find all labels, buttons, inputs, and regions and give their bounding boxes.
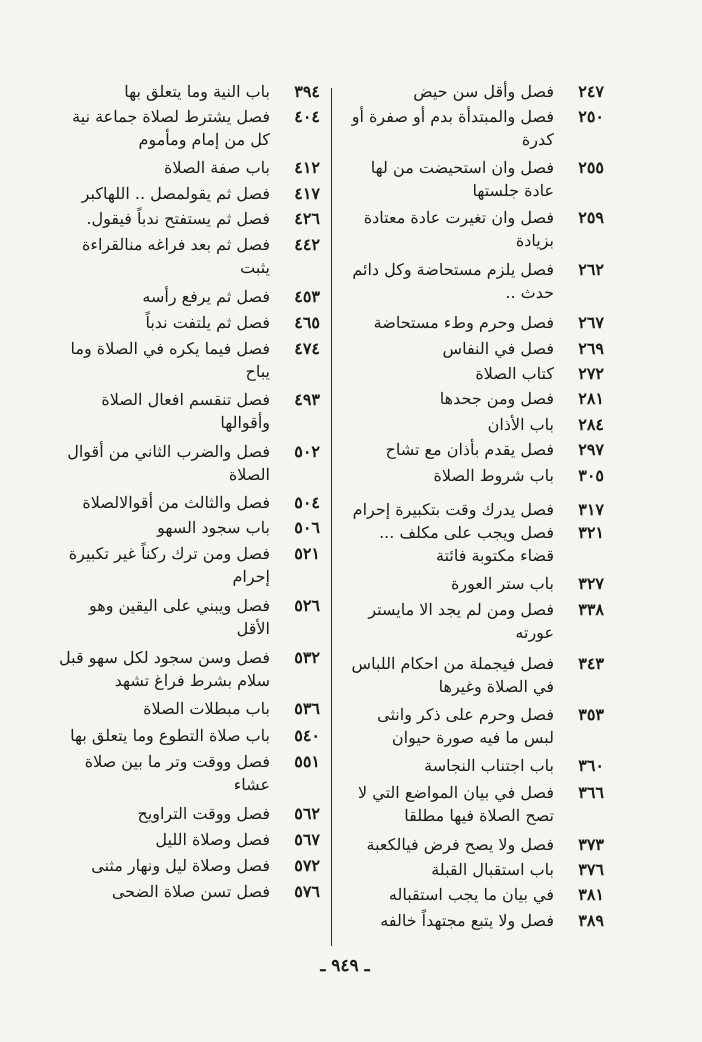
index-entry [58,880,320,903]
entry-title: فصل فيما يكره في الصلاة وما يباح [70,339,270,381]
entry-page-number: ٥٦٢ [294,804,320,823]
entry-title: فصل ومن جحدها [439,389,554,408]
index-entry [342,833,604,856]
entry-title: باب اجتناب النجاسة [424,756,554,775]
entry-title: باب الأذان [487,415,554,434]
index-entry [342,652,604,698]
index-entry [58,207,320,230]
entry-page-number: ٣٠٥ [578,466,604,485]
entry-title: فصل وأقل سن حيض [413,82,554,101]
index-entry [342,883,604,906]
entry-title: فصل وحرم على ذكر وانثى لبس ما فيه صورة حيوان [377,705,554,747]
entry-page-number: ٣٥٣ [578,705,604,724]
entry-page-number: ٢٨١ [578,389,604,408]
entry-title: فصل في بيان المواضع التي لا تصح الصلاة فيها مطلقا [358,783,554,825]
entry-page-number: ٥٠٦ [294,518,320,537]
entry-page-number: ٤٦٥ [294,313,320,332]
entry-title: فصل تنقسم افعال الصلاة وأقوالها [101,390,270,432]
index-entry [342,781,604,827]
entry-page-number: ٥٦٧ [294,830,320,849]
entry-title: فصل يدرك وقت بتكبيرة إحرام [352,500,554,519]
index-entry [342,311,604,334]
entry-page-number: ٤٩٣ [294,390,320,409]
entry-title: باب سجود السهو [157,518,270,537]
index-entry [342,413,604,436]
entry-title: فصل ثم يستفتح ندباً فيقول. [86,209,270,228]
index-entry [342,105,604,151]
entry-page-number: ٢٥٥ [578,158,604,177]
entry-page-number: ٤٢٦ [294,209,320,228]
entry-page-number: ٢٧٢ [578,364,604,383]
entry-page-number: ٣٧٣ [578,835,604,854]
entry-page-number: ٣٨١ [578,885,604,904]
entry-title: فصل والضرب الثاني من أقوال الصلاة [67,442,270,484]
entry-page-number: ٤١٧ [294,184,320,203]
entry-title: فصل فيجملة من احكام اللباس في الصلاة وغيرها [351,654,554,696]
entry-page-number: ٥٢١ [294,544,320,563]
entry-title: فصل ويبني على اليقين وهو الأقل [88,596,270,638]
index-entry [58,233,320,279]
entry-title: فصل يلزم مستحاضة وكل دائم حدث .. [352,260,554,302]
index-entry [58,285,320,308]
entry-page-number: ٣٢٧ [578,574,604,593]
entry-page-number: ٥٧٦ [294,882,320,901]
entry-page-number: ٣٩٤ [294,82,320,101]
entry-page-number: ٢٩٧ [578,440,604,459]
entry-page-number: ٢٥٠ [578,107,604,126]
index-entry [58,854,320,877]
index-entry [342,387,604,410]
index-entry [342,521,604,567]
index-entry [342,858,604,881]
entry-page-number: ٥٧٢ [294,856,320,875]
entry-page-number: ٣٦٦ [578,783,604,802]
entry-page-number: ٤٤٢ [294,235,320,254]
index-entry [58,697,320,720]
entry-title: فصل تسن صلاة الضحى [111,882,270,901]
entry-title: فصل ولا يتبع مجتهداً خالفه [380,911,554,930]
entry-title: فصل ولا يصح فرض فيالكعبة [366,835,554,854]
entry-title: فصل ووقت التراويح [137,804,270,823]
entry-page-number: ٣٤٣ [578,654,604,673]
index-entry [342,206,604,252]
entry-page-number: ٥٠٢ [294,442,320,461]
index-entry [58,337,320,383]
entry-page-number: ٢٦٢ [578,260,604,279]
entry-page-number: ٢٥٩ [578,208,604,227]
entry-title: فصل ومن ترك ركناً غير تكبيرة إحرام [68,544,270,586]
index-entry [58,80,320,103]
index-entry [342,703,604,749]
entry-title: فصل ومن لم يجد الا مايستر عورته [368,600,554,642]
entry-page-number: ٤٥٣ [294,287,320,306]
entry-title: فصل وصلاة الليل [155,830,270,849]
entry-title: فصل وان استحيضت من لها عادة جلستها [370,158,554,200]
entry-page-number: ٥٠٤ [294,493,320,512]
index-entry [342,909,604,932]
entry-page-number: ٣٣٨ [578,600,604,619]
entry-title: فصل ثم يقولمصل .. اللهاكبر [81,184,270,203]
entry-page-number: ٣٧٦ [578,860,604,879]
entry-title: كتاب الصلاة [475,364,554,383]
entry-page-number: ٥٤٠ [294,726,320,745]
index-entry [58,388,320,434]
entry-title: باب مبطلات الصلاة [143,699,270,718]
entry-title: باب استقبال القبلة [431,860,554,879]
index-entry [58,516,320,539]
index-entry [342,464,604,487]
entry-page-number: ٢٦٧ [578,313,604,332]
page-number: ـ ٩٤٩ ـ [320,956,370,976]
entry-title: فصل والمبتدأة بدم أو صفرة أو كدرة [351,107,554,149]
entry-page-number: ٢٦٩ [578,339,604,358]
entry-title: باب صفة الصلاة [164,158,270,177]
entry-title: فصل ثم يرفع رأسه [142,287,270,306]
entry-title: باب النية وما يتعلق بها [124,82,270,101]
index-entry [58,724,320,747]
entry-page-number: ٥٥١ [294,752,320,771]
entry-title: فصل وسن سجود لكل سهو قبل سلام بشرط فراغ تشهد [59,648,270,690]
index-entry [58,311,320,334]
entry-title: فصل يشترط لصلاة جماعة نية كل من إمام ومأموم [72,107,270,149]
index-entry [342,572,604,595]
entry-page-number: ٤٠٤ [294,107,320,126]
index-entry [58,105,320,151]
index-entry [342,337,604,360]
entry-page-number: ٥٢٦ [294,596,320,615]
entry-title: فصل في النفاس [442,339,554,358]
entry-page-number: ٥٣٢ [294,648,320,667]
entry-title: فصل ثم بعد فراغه منالقراءة يثبت [82,235,270,277]
index-entry [58,594,320,640]
index-entry [342,156,604,202]
entry-page-number: ٣٦٠ [578,756,604,775]
entry-page-number: ٤٧٤ [294,339,320,358]
index-entry [58,802,320,825]
entry-title: فصل وحرم وطء مستحاضة [373,313,554,332]
entry-title: فصل وان تغيرت عادة معتادة بزيادة [363,208,554,250]
index-entry [58,491,320,514]
index-entry [342,80,604,103]
index-entry [58,828,320,851]
index-entry [342,754,604,777]
entry-title: فصل ثم يلتفت ندباً [145,313,270,332]
entry-page-number: ٣١٧ [578,500,604,519]
entry-page-number: ٣٨٩ [578,911,604,930]
entry-title: فصل ويجب على مكلف ... قضاء مكتوبة فائتة [379,523,554,565]
entry-title: باب ستر العورة [450,574,554,593]
entry-title: في بيان ما يجب استقباله [388,885,554,904]
entry-page-number: ٣٢١ [578,523,604,542]
column-divider [331,88,332,946]
entry-title: فصل ووقت وتر ما بين صلاة عشاء [84,752,270,794]
index-entry [342,438,604,461]
index-entry [58,182,320,205]
entry-page-number: ٤١٢ [294,158,320,177]
index-entry [58,750,320,796]
entry-page-number: ٥٣٦ [294,699,320,718]
entry-title: باب شروط الصلاة [433,466,554,485]
entry-title: فصل يقدم بأذان مع تشاح [385,440,554,459]
index-entry [58,542,320,588]
index-entry [342,498,604,521]
entry-page-number: ٢٤٧ [578,82,604,101]
entry-title: باب صلاة التطوع وما يتعلق بها [70,726,270,745]
index-entry [58,156,320,179]
index-entry [342,598,604,644]
index-entry [342,258,604,304]
entry-title: فصل والثالث من أقوالالصلاة [82,493,270,512]
entry-title: فصل وصلاة ليل ونهار مثنى [91,856,270,875]
index-entry [58,440,320,486]
index-entry [58,646,320,692]
index-entry [342,362,604,385]
entry-page-number: ٢٨٤ [578,415,604,434]
